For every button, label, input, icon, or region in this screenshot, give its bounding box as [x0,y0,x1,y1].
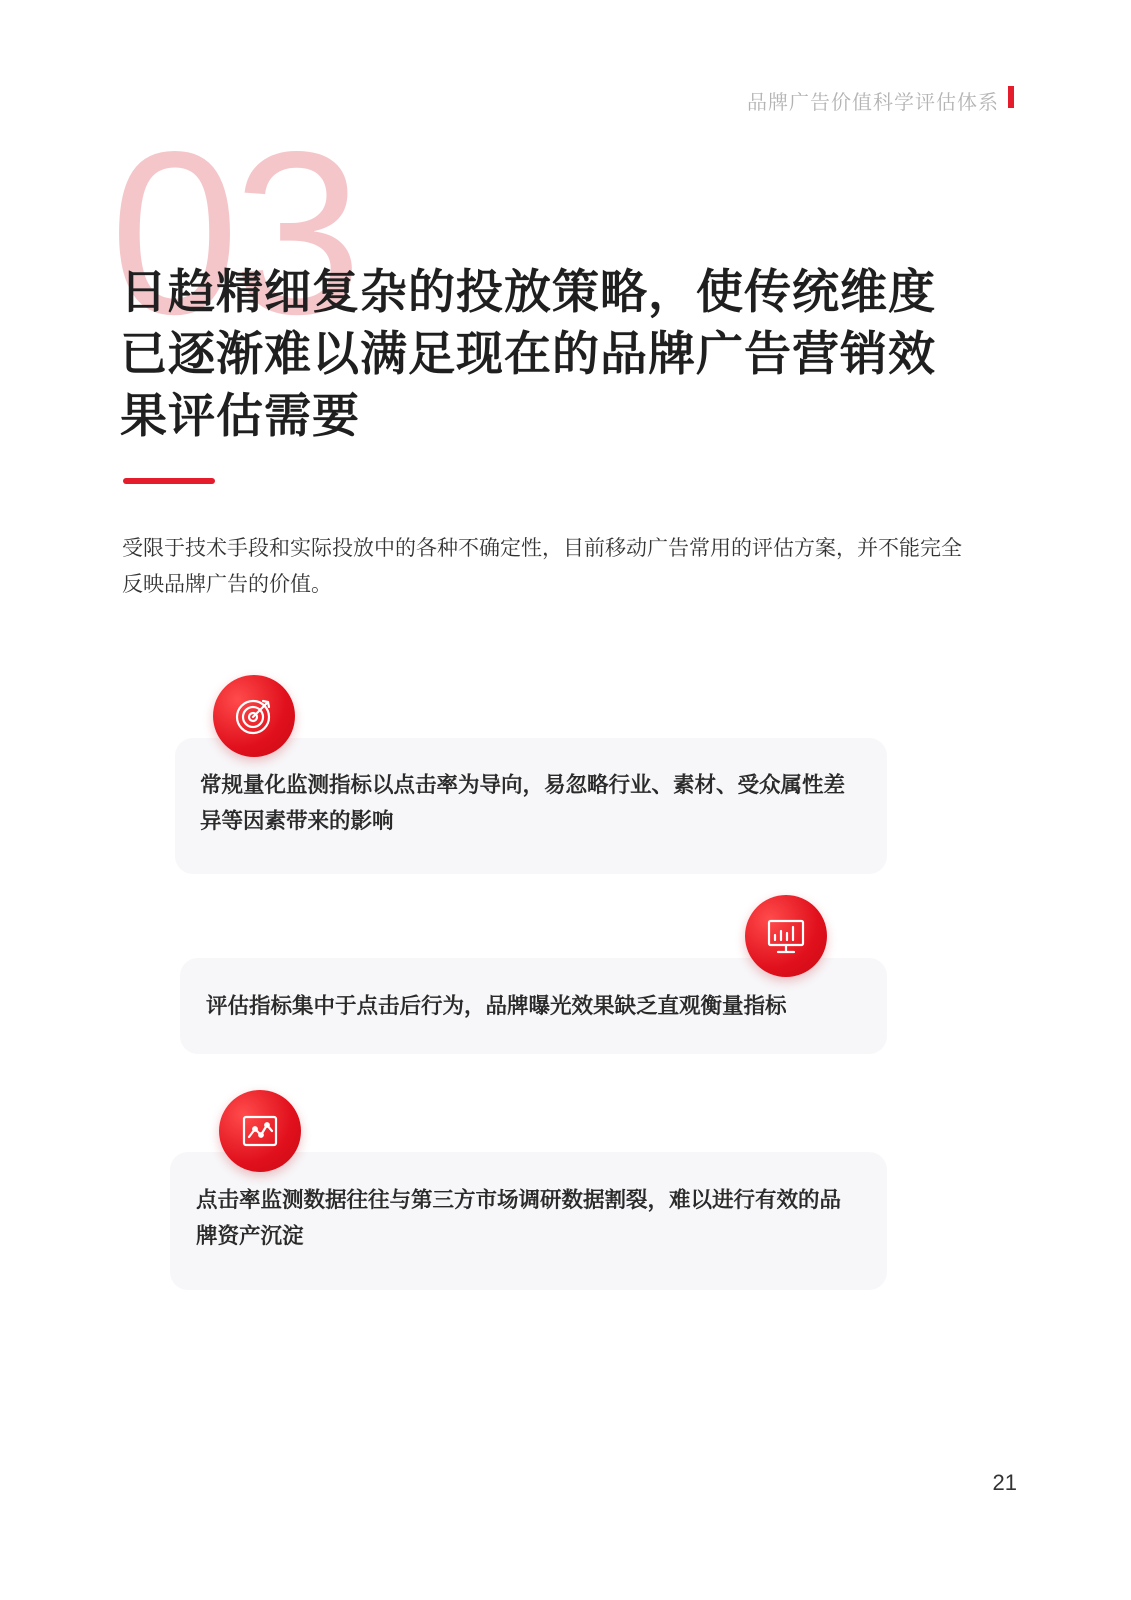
section-heading: 日趋精细复杂的投放策略，使传统维度已逐渐难以满足现在的品牌广告营销效果评估需要 [120,265,936,444]
section-number: 03 [110,104,357,363]
monitor-chart-icon [745,895,827,977]
page-number: 21 [992,1470,1017,1495]
card-2-text: 评估指标集中于点击后行为，品牌曝光效果缺乏直观衡量指标 [206,994,787,1019]
heading-underline [123,478,215,484]
intro-paragraph: 受限于技术手段和实际投放中的各种不确定性，目前移动广告常用的评估方案，并不能完全反映品牌广告的价值。 [122,536,962,596]
header-accent-bar [1008,86,1014,108]
trend-chart-icon [219,1090,301,1172]
card-1-text: 常规量化监测指标以点击率为导向，易忽略行业、素材、受众属性差异等因素带来的影响 [200,773,846,834]
card-3-text: 点击率监测数据往往与第三方市场调研数据割裂，难以进行有效的品牌资产沉淀 [196,1188,842,1249]
report-title: 品牌广告价值科学评估体系 [747,90,999,114]
target-icon [213,675,295,757]
